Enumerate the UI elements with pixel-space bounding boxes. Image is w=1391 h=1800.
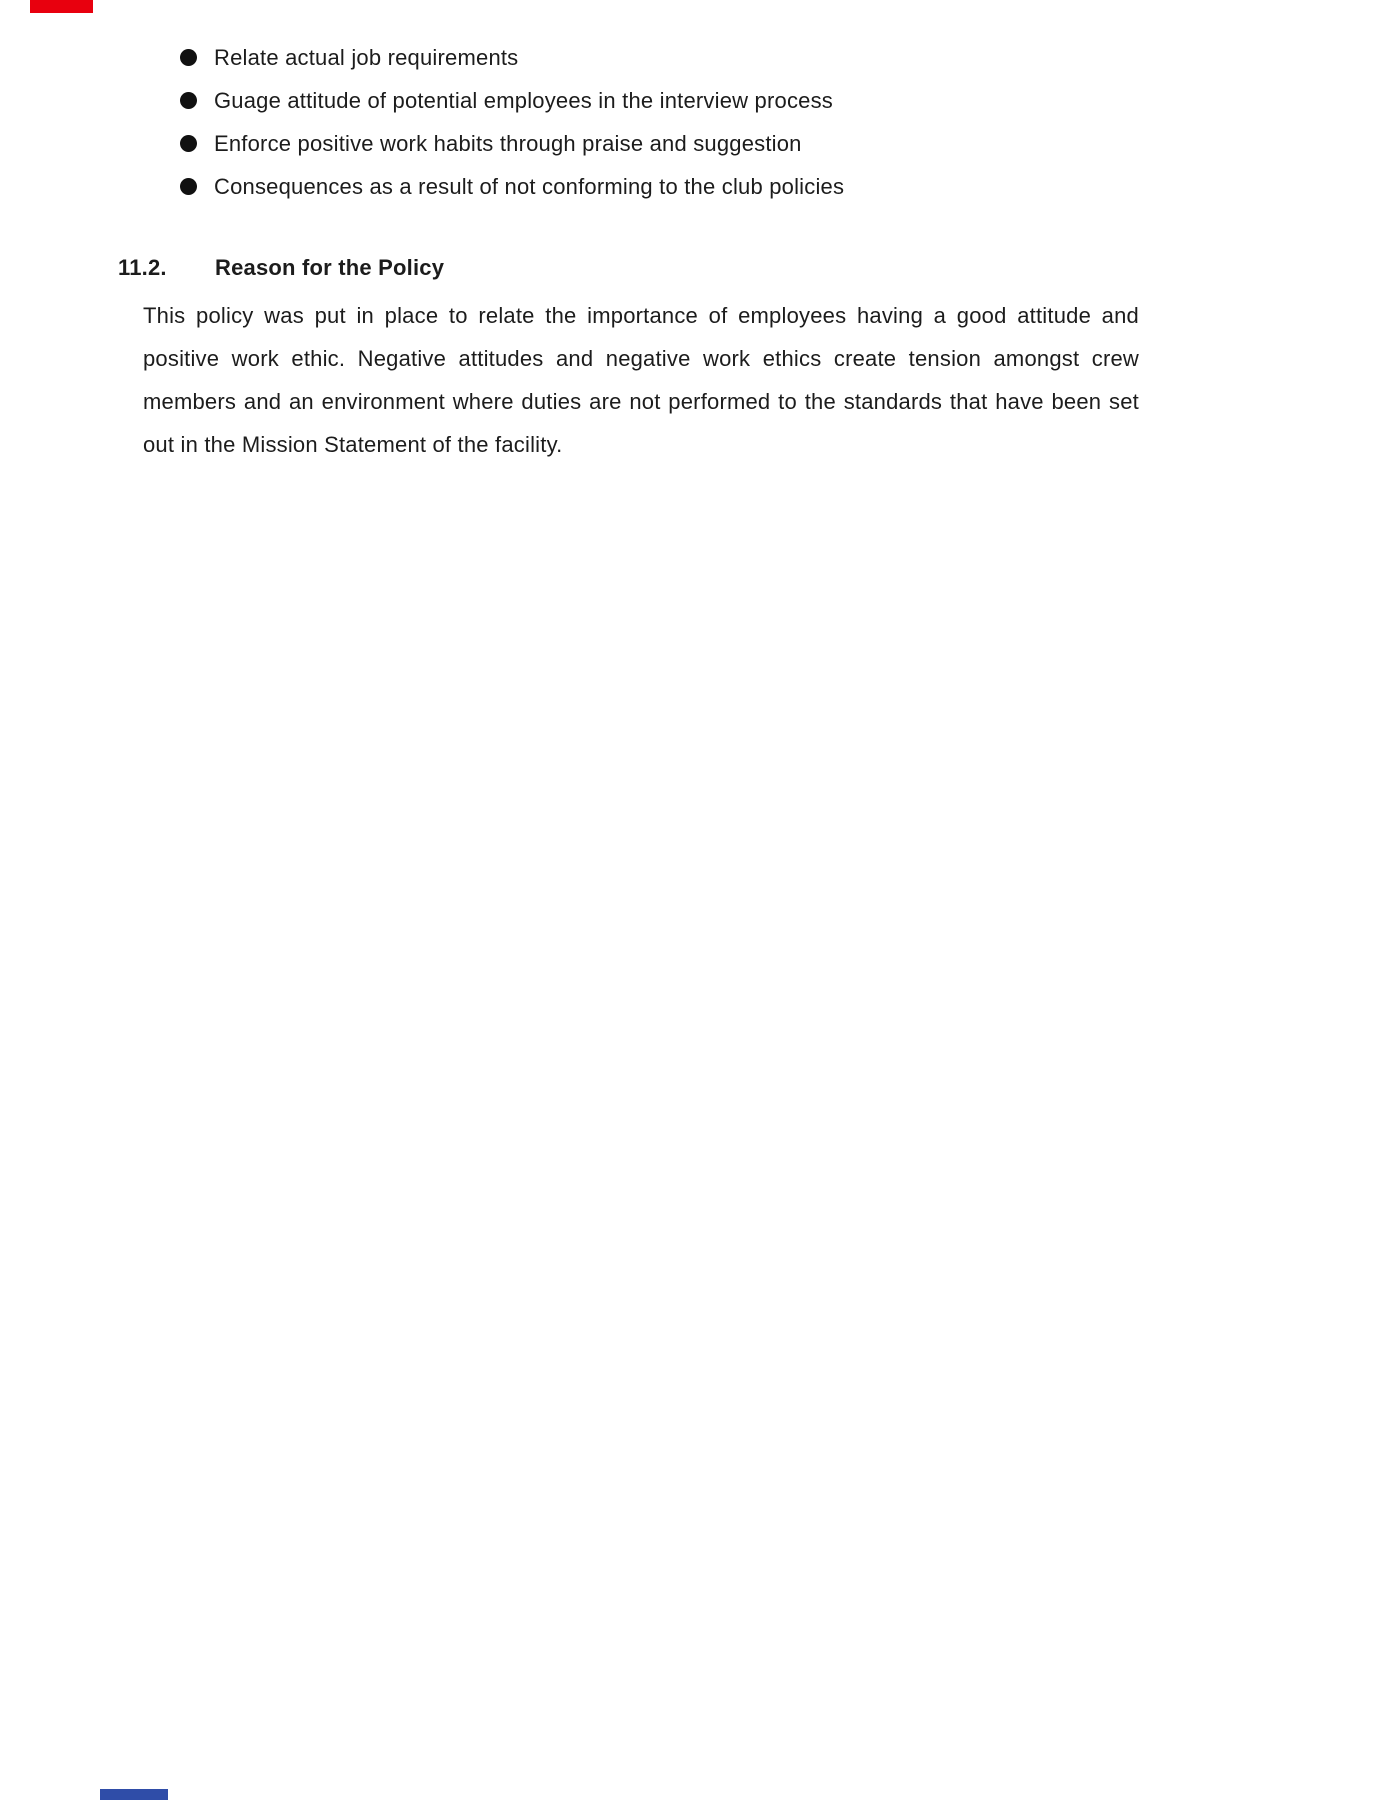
- section-heading: [118, 255, 1391, 281]
- bullet-icon: [180, 92, 197, 109]
- section-title: Reason for the Policy: [215, 255, 445, 280]
- bullet-text: Relate actual job requirements: [214, 44, 519, 70]
- bullet-text: Guage attitude of potential employees in the interview process: [214, 87, 833, 113]
- list-item: [180, 79, 1391, 122]
- body-paragraph: This policy was put in place to relate the importance of employees having a good attitude and positive work ethic. Negative attitudes and negative work ethics create tension amongst crew members and an environment where duties are not performed to the standards that have been set out in the Mission Statement of the facility.: [143, 303, 1139, 457]
- section-number: 11.2.: [118, 255, 167, 280]
- scan-artifact-top-red-bar: [30, 0, 93, 13]
- bullet-icon: [180, 49, 197, 66]
- bullet-text: Enforce positive work habits through praise and suggestion: [214, 130, 802, 156]
- bullet-list: [0, 0, 1391, 208]
- list-item: [180, 36, 1391, 79]
- scan-artifact-bottom-blue-bar: [100, 1789, 168, 1800]
- bullet-icon: [180, 178, 197, 195]
- list-item: [180, 122, 1391, 165]
- bullet-text: Consequences as a result of not conforming to the club policies: [214, 173, 845, 199]
- bullet-icon: [180, 135, 197, 152]
- list-item: [180, 165, 1391, 208]
